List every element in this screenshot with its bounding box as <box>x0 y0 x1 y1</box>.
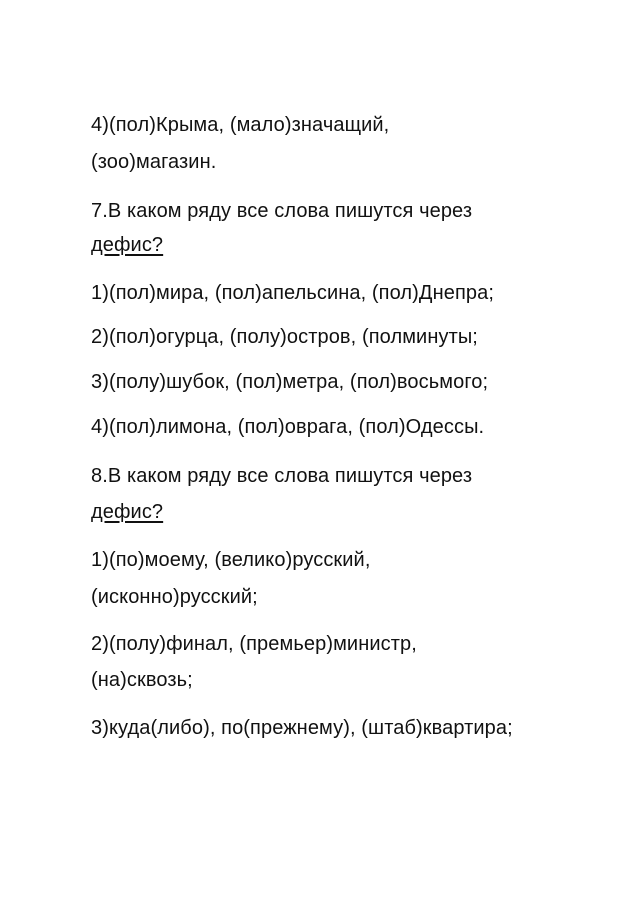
question-8-line-1: 8.В каком ряду все слова пишутся через <box>91 465 473 487</box>
q8-option-3: 3)куда(либо), по(прежнему), (штаб)квартира; <box>91 717 513 739</box>
q8-option-2-line-1: 2)(полу)финал, (премьер)министр, <box>91 633 417 655</box>
q8-option-2-line-2: (на)сквозь; <box>91 669 193 691</box>
q7-option-2: 2)(пол)огурца, (полу)остров, (полминуты; <box>91 326 478 348</box>
q7-option-3: 3)(полу)шубок, (пол)метра, (пол)восьмого; <box>91 371 489 393</box>
q6-option-4-line-2: (зоо)магазин. <box>91 151 217 173</box>
q7-option-1: 1)(пол)мира, (пол)апельсина, (пол)Днепра; <box>91 282 494 304</box>
question-8-line-2: дефис? <box>91 501 164 523</box>
q8-option-1-line-1: 1)(по)моему, (велико)русский, <box>91 549 371 571</box>
q6-option-4-line-1: 4)(пол)Крыма, (мало)значащий, <box>91 114 390 136</box>
q7-option-4: 4)(пол)лимона, (пол)оврага, (пол)Одессы. <box>91 416 485 438</box>
question-7-line-2: дефис? <box>91 234 164 256</box>
q8-option-1-line-2: (исконно)русский; <box>91 586 258 608</box>
question-7-line-1: 7.В каком ряду все слова пишутся через <box>91 200 473 222</box>
